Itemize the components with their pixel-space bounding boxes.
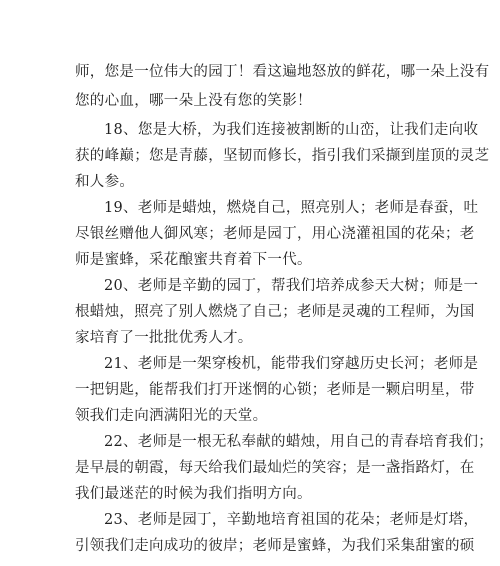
text-line-1: 师，您是一位伟大的园丁！看这遍地怒放的鲜花，哪一朵上没有 bbox=[75, 64, 490, 80]
text-line-9: 20、老师是辛勤的园丁，帮我们培养成参天大树；师是一 bbox=[104, 278, 479, 294]
text-line-13: 一把钥匙，能帮我们打开迷惘的心锁；老师是一颗启明星，带 bbox=[75, 382, 475, 398]
text-line-12: 21、老师是一架穿梭机，能带我们穿越历史长河；老师是 bbox=[104, 356, 479, 372]
text-line-3: 18、您是大桥，为我们连接被割断的山峦，让我们走向收 bbox=[104, 122, 479, 138]
text-line-4: 获的峰巅；您是青藤，坚韧而修长，指引我们采撷到崖顶的灵芝 bbox=[75, 148, 490, 164]
text-line-10: 根蜡烛，照亮了别人燃烧了自己；老师是灵魂的工程师，为国 bbox=[75, 304, 475, 320]
text-line-7: 尽银丝赠他人御风寒；老师是园丁，用心浇灌祖国的花朵；老 bbox=[75, 226, 475, 242]
text-line-19: 引领我们走向成功的彼岸；老师是蜜蜂，为我们采集甜蜜的硕 bbox=[75, 538, 475, 554]
text-line-2: 您的心血，哪一朵上没有您的笑影！ bbox=[75, 93, 312, 109]
text-line-11: 家培育了一批批优秀人才。 bbox=[75, 330, 253, 346]
text-line-14: 领我们走向洒满阳光的天堂。 bbox=[75, 408, 268, 424]
text-line-6: 19、老师是蜡烛，燃烧自己，照亮别人；老师是春蚕，吐 bbox=[104, 200, 479, 216]
text-line-17: 我们最迷茫的时候为我们指明方向。 bbox=[75, 486, 312, 502]
text-line-15: 22、老师是一根无私奉献的蜡烛，用自己的青春培育我们； bbox=[104, 434, 494, 450]
text-line-16: 是早晨的朝霞，每天给我们最灿烂的笑容；是一盏指路灯，在 bbox=[75, 460, 475, 476]
text-line-18: 23、老师是园丁，辛勤地培育祖国的花朵；老师是灯塔， bbox=[104, 512, 479, 528]
text-line-8: 师是蜜蜂，采花酿蜜共育着下一代。 bbox=[75, 252, 312, 268]
text-line-5: 和人参。 bbox=[75, 174, 135, 190]
